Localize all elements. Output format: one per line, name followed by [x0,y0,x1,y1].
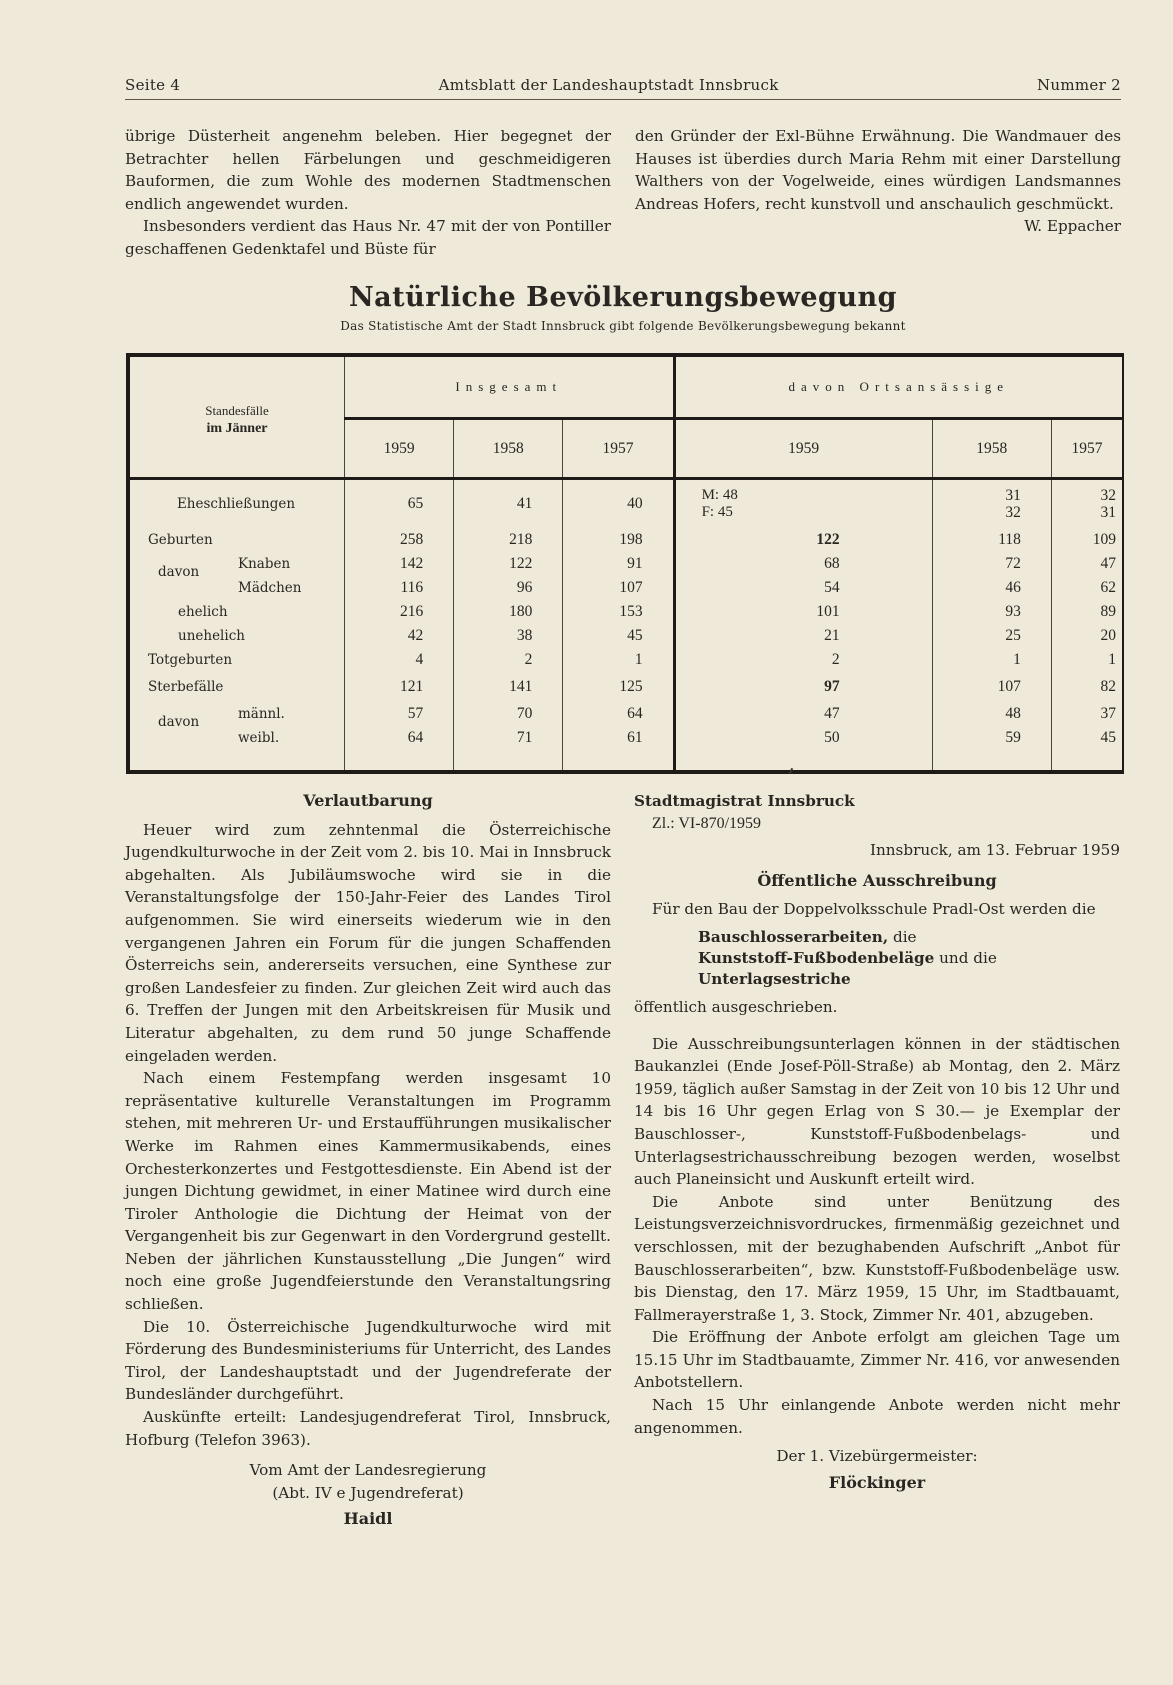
top-article-right-column [635,125,1121,238]
cell: 59 [932,726,1051,750]
label-column-header [128,355,345,479]
cell: 61 [563,726,674,750]
issuer-line-1: Vom Amt der Landesregierung [249,1461,487,1480]
tender-item-tail: die [888,927,917,946]
davon-label: davon [158,564,200,580]
year-header: 1957 [563,419,674,479]
tender-intro: Für den Bau der Doppelvolksschule Pradl-Ost werden die [652,900,1096,919]
cell: 46 [932,576,1051,600]
cell: 2 [674,648,932,672]
cell [674,479,932,529]
article-paragraph: übrige Düsterheit angenehm beleben. Hier begegnet der Betrachter hellen Färbelungen und geschmeidigeren Bauformen, die zum Wohle des modernen Stadtmenschen endlich angewendet wurden. [125,127,611,213]
tender-item-name: Kunststoff-Fußbodenbeläge [698,948,935,967]
row-label: Totgeburten [128,648,345,672]
announcement-signature: Haidl [343,1509,393,1529]
header-rule [125,99,1121,100]
cell: 258 [345,528,454,552]
cell: 48 [932,702,1051,726]
cell: 107 [932,672,1051,702]
article-text: den Gründer der Exl-Bühne Erwähnung. Die Wandmauer des Hauses ist überdies durch Maria Rehm mit einer Darstellung Walthers von der Vogelweide, eines würdigen Landsmannes Andreas Hofers, recht kunstvoll und anschaulich geschmückt. [635,127,1121,213]
row-label: Geburten [128,528,345,552]
cell: 141 [454,672,563,702]
tender-paragraph: Die Ausschreibungsunterlagen können in der städtischen Baukanzlei (Ende Josef-Pöll-Straße) ab Montag, den 2. März 1959, täglich außer Samstag in der Zeit von 10 bis 12 Uhr und 14 bis 16 Uhr gegen Erlag von S 30.— je Exemplar der Bauschlosser-, Kunststoff-Fußbodenbelags- und Unterlagsestrichausschreibung bezogen werden, woselbst auch Planeinsicht und Auskunft erteilt wird. [634,1034,1120,1189]
tender-signature: Flöckinger [828,1472,926,1492]
table-row-births [128,528,1123,552]
cell: 65 [345,479,454,529]
cell [932,479,1051,529]
issuer-line-2: (Abt. IV e Jugendreferat) [272,1483,464,1502]
cell: 42 [345,624,454,648]
cell: 93 [932,600,1051,624]
announcement-title: Verlautbarung [303,791,433,810]
row-label: männl. [238,706,285,722]
cell: 50 [674,726,932,750]
cell: 198 [563,528,674,552]
announcement-paragraph: Auskünfte erteilt: Landesjugendreferat Tirol, Innsbruck, Hofburg (Telefon 3963). [125,1408,611,1449]
cell: 101 [674,600,932,624]
population-table [126,353,1124,774]
cell: 64 [345,726,454,750]
announcement-paragraph: Nach einem Festempfang werden insgesamt 10 repräsentative kulturelle Veranstaltungen im Programm stehen, mit mehreren Ur- und Erstaufführungen musikalischer Werke im Rahmen eines Kammermusikabends, eines Orchesterkonzertes und Festgottesdienste. Ein Abend ist der jungen Dichtung gewidmet, in einer Matinee wird durch eine Tiroler Anthologie die Dichtung der Heimat von der Vergangenheit bis zur Gegenwart in den Vordergrund gestellt. Neben der jährlichen Kunstausstellung „Die Jungen“ wird noch eine große Jugendfeierstunde den Veranstaltungsring schließen. [125,1069,611,1314]
cell-value: 32 [1100,486,1116,504]
cell: 121 [345,672,454,702]
tender-title: Öffentliche Ausschreibung [757,870,997,890]
cell: 1 [932,648,1051,672]
tender-date: Innsbruck, am 13. Februar 1959 [870,841,1120,860]
year-header: 1959 [674,419,932,479]
cell: 109 [1051,528,1123,552]
cell: 25 [932,624,1051,648]
cell: 125 [563,672,674,702]
table-row-legitimate [128,600,1123,624]
cell: 20 [1051,624,1123,648]
group-header-local: davon Ortsansässige [674,355,1123,419]
signer-title: Der 1. Vizebürgermeister: [776,1447,978,1466]
cell: 1 [1051,648,1123,672]
davon-label: davon [158,714,200,730]
issue-number: Nummer 2 [1037,76,1121,94]
cell: 96 [454,576,563,600]
label-header-line2: im Jänner [206,421,268,436]
cell: 82 [1051,672,1123,702]
year-header: 1958 [454,419,563,479]
cell: 142 [345,552,454,576]
cell: 218 [454,528,563,552]
row-label: Eheschließungen [176,496,296,512]
cell: 1 [563,648,674,672]
cell: 4 [345,648,454,672]
cell-value: 32 [1005,503,1021,521]
cell: 68 [674,552,932,576]
cell-value: 31 [1005,486,1021,504]
page-number: Seite 4 [125,76,181,94]
tender-column [634,790,1120,1494]
stats-subtitle: Das Statistische Amt der Stadt Innsbruck gibt folgende Bevölkerungsbewegung bekannt [340,319,906,333]
issuing-office: Stadtmagistrat Innsbruck [634,792,855,810]
table-row-girls [128,576,1123,600]
cell: 72 [932,552,1051,576]
cell: 107 [563,576,674,600]
table-spacer-row [128,750,1123,772]
stats-heading [125,282,1121,333]
cell: 153 [563,600,674,624]
announcement-paragraph: Die 10. Österreichische Jugendkulturwoche wird mit Förderung des Bundesministeriums für Unterricht, des Landes Tirol, der Landeshauptstadt und der Jugendreferate der Bundesländer durchgeführt. [125,1317,611,1404]
tender-items [634,927,1120,990]
cell: 45 [1051,726,1123,750]
cell: 62 [1051,576,1123,600]
reference-number: Zl.: VI-870/1959 [652,814,762,832]
cell: 89 [1051,600,1123,624]
article-author: W. Eppacher [1024,217,1121,236]
cell: 2 [454,648,563,672]
cell-value: 31 [1100,503,1116,521]
tender-item-name: Bauschlosserarbeiten, [698,927,889,946]
cell: 40 [563,479,674,529]
cell: 45 [563,624,674,648]
cell: 97 [674,672,932,702]
cell: 54 [674,576,932,600]
cell: 122 [674,528,932,552]
cell: 180 [454,600,563,624]
row-label: unehelich [178,628,245,644]
row-label: Mädchen [238,580,302,596]
article-paragraph: Insbesonders verdient das Haus Nr. 47 mit der von Pontiller geschaffenen Gedenktafel und Büste für [125,217,611,258]
cell: 47 [674,702,932,726]
table-row-female-deaths [128,726,1123,750]
cell: 21 [674,624,932,648]
year-header: 1958 [932,419,1051,479]
row-label: Sterbefälle [128,672,345,702]
tender-paragraph: Die Anbote sind unter Benützung des Leistungsverzeichnisvordruckes, firmenmäßig gezeichnet und verschlossen, mit der bezughabenden Aufschrift „Anbot für Bauschlosserarbeiten“, bzw. Kunststoff-Fußbodenbeläge usw. bis Dienstag, den 17. März 1959, 15 Uhr, im Stadtbauamt, Fallmerayerstraße 1, 3. Stock, Zimmer Nr. 401, abzugeben. [634,1192,1120,1324]
table-row-boys [128,552,1123,576]
row-label: weibl. [238,730,280,746]
table-row-male-deaths [128,702,1123,726]
cell: 57 [345,702,454,726]
cell: 47 [1051,552,1123,576]
top-article-left-column [125,125,611,261]
tender-outro: öffentlich ausgeschrieben. [634,997,838,1016]
cell [1051,479,1123,529]
tender-item [698,969,1120,990]
cell: 37 [1051,702,1123,726]
tender-item [698,927,1120,948]
table-row-marriages [128,479,1123,529]
tender-item-tail: und die [934,948,997,967]
table-row-illegitimate [128,624,1123,648]
cell-female: F: 45 [701,504,733,520]
year-header: 1959 [345,419,454,479]
tender-item-name: Unterlagsestriche [698,969,851,988]
label-header-line1: Standesfälle [205,403,269,418]
stats-title: Natürliche Bevölkerungsbewegung [348,282,898,313]
cell: 70 [454,702,563,726]
cell: 91 [563,552,674,576]
cell-male: M: 48 [701,487,738,503]
population-table-wrapper [126,353,1124,774]
cell: 116 [345,576,454,600]
cell: 64 [563,702,674,726]
cell: 216 [345,600,454,624]
tender-item [698,948,1120,969]
year-header: 1957 [1051,419,1123,479]
row-label: ehelich [178,604,228,620]
table-row-deaths [128,672,1123,702]
cell: 41 [454,479,563,529]
cell: 118 [932,528,1051,552]
cell: 122 [454,552,563,576]
tender-paragraph: Nach 15 Uhr einlangende Anbote werden nicht mehr angenommen. [634,1396,1120,1437]
announcement-column [125,790,611,1531]
row-label: Knaben [238,556,291,572]
article-paragraph [635,125,1121,236]
cell: 71 [454,726,563,750]
tender-paragraph: Die Eröffnung der Anbote erfolgt am gleichen Tage um 15.15 Uhr im Stadtbauamte, Zimmer Nr. 416, vor anwesenden Anbotstellern. [634,1328,1120,1392]
publication-title: Amtsblatt der Landeshauptstadt Innsbruck [438,76,779,94]
table-row-stillbirths [128,648,1123,672]
page-header [125,76,1121,94]
cell: 38 [454,624,563,648]
announcement-paragraph: Heuer wird zum zehntenmal die Österreichische Jugendkulturwoche in der Zeit vom 2. bis 10. Mai in Innsbruck abgehalten. Als Jubiläumswoche wird sie in die Veranstaltungsfolge der 150-Jahr-Feier des Landes Tirol aufgenommen. Sie wird einerseits wiederum wie in den vergangenen Jahren ein Forum für die jungen Schaffenden Österreichs sein, andererseits versuchen, eine Synthese zur großen Landesfeier zu finden. Zur gleichen Zeit wird auch das 6. Treffen der Jungen mit den Arbeitskreisen für Musik und Literatur abgehalten, zu dem rund 50 junge Schaffende eingeladen werden. [125,820,611,1065]
group-header-total: Insgesamt [345,355,675,419]
